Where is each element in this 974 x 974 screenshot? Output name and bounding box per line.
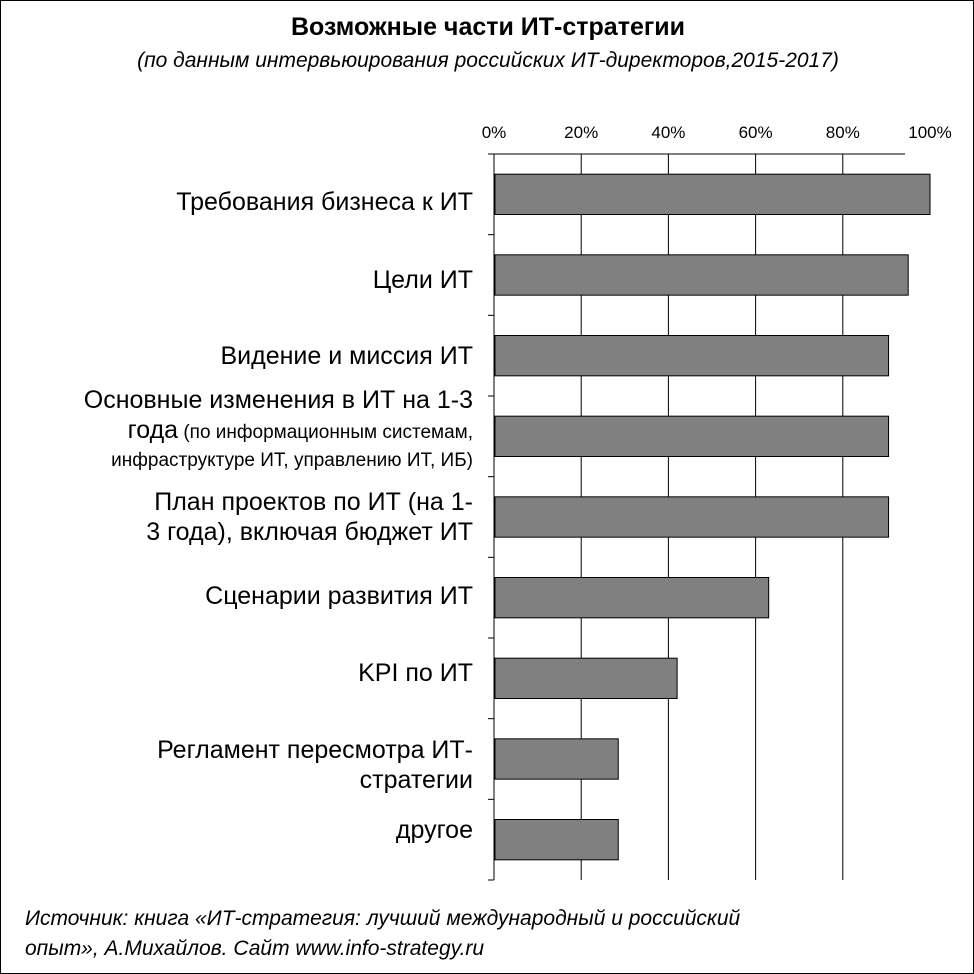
category-label: Основные изменения в ИТ на 1-3 года (по информационным системам, инфраструктуре ИТ, управлению ИТ, ИБ) — [83, 386, 473, 471]
x-tick-label: 20% — [564, 123, 599, 142]
x-tick-label: 40% — [651, 123, 686, 142]
source-note: Источник: книга «ИТ-стратегия: лучший международный и российский опыт», А.Михайлов. Сайт www.info-strategy.ru — [25, 907, 741, 960]
x-tick-label: 80% — [825, 123, 860, 142]
chart-title: Возможные части ИТ-стратегии — [291, 13, 685, 41]
bar — [495, 255, 908, 295]
category-label: Сценарии развития ИТ — [205, 582, 473, 610]
x-tick-label: 0% — [481, 123, 507, 142]
category-label: Требования бизнеса к ИТ — [176, 188, 473, 216]
bar — [495, 820, 618, 860]
bar — [495, 658, 677, 698]
bar — [495, 578, 769, 618]
category-label: План проектов по ИТ (на 1- 3 года), включая бюджет ИТ — [146, 488, 473, 546]
bar — [495, 739, 618, 779]
category-label: другое — [395, 816, 473, 844]
x-tick-label: 100% — [908, 123, 952, 142]
category-label: Видение и миссия ИТ — [220, 342, 473, 370]
bar — [495, 336, 889, 376]
bar — [495, 416, 889, 456]
chart-subtitle: (по данным интервьюирования российских ИТ-директоров,2015-2017) — [137, 49, 839, 72]
bar — [495, 497, 889, 537]
x-tick-label: 60% — [738, 123, 773, 142]
category-label: KPI по ИТ — [358, 659, 473, 687]
category-label: Регламент пересмотра ИТ- стратегии — [157, 736, 473, 794]
category-label: Цели ИТ — [372, 266, 473, 294]
bar — [495, 174, 930, 214]
